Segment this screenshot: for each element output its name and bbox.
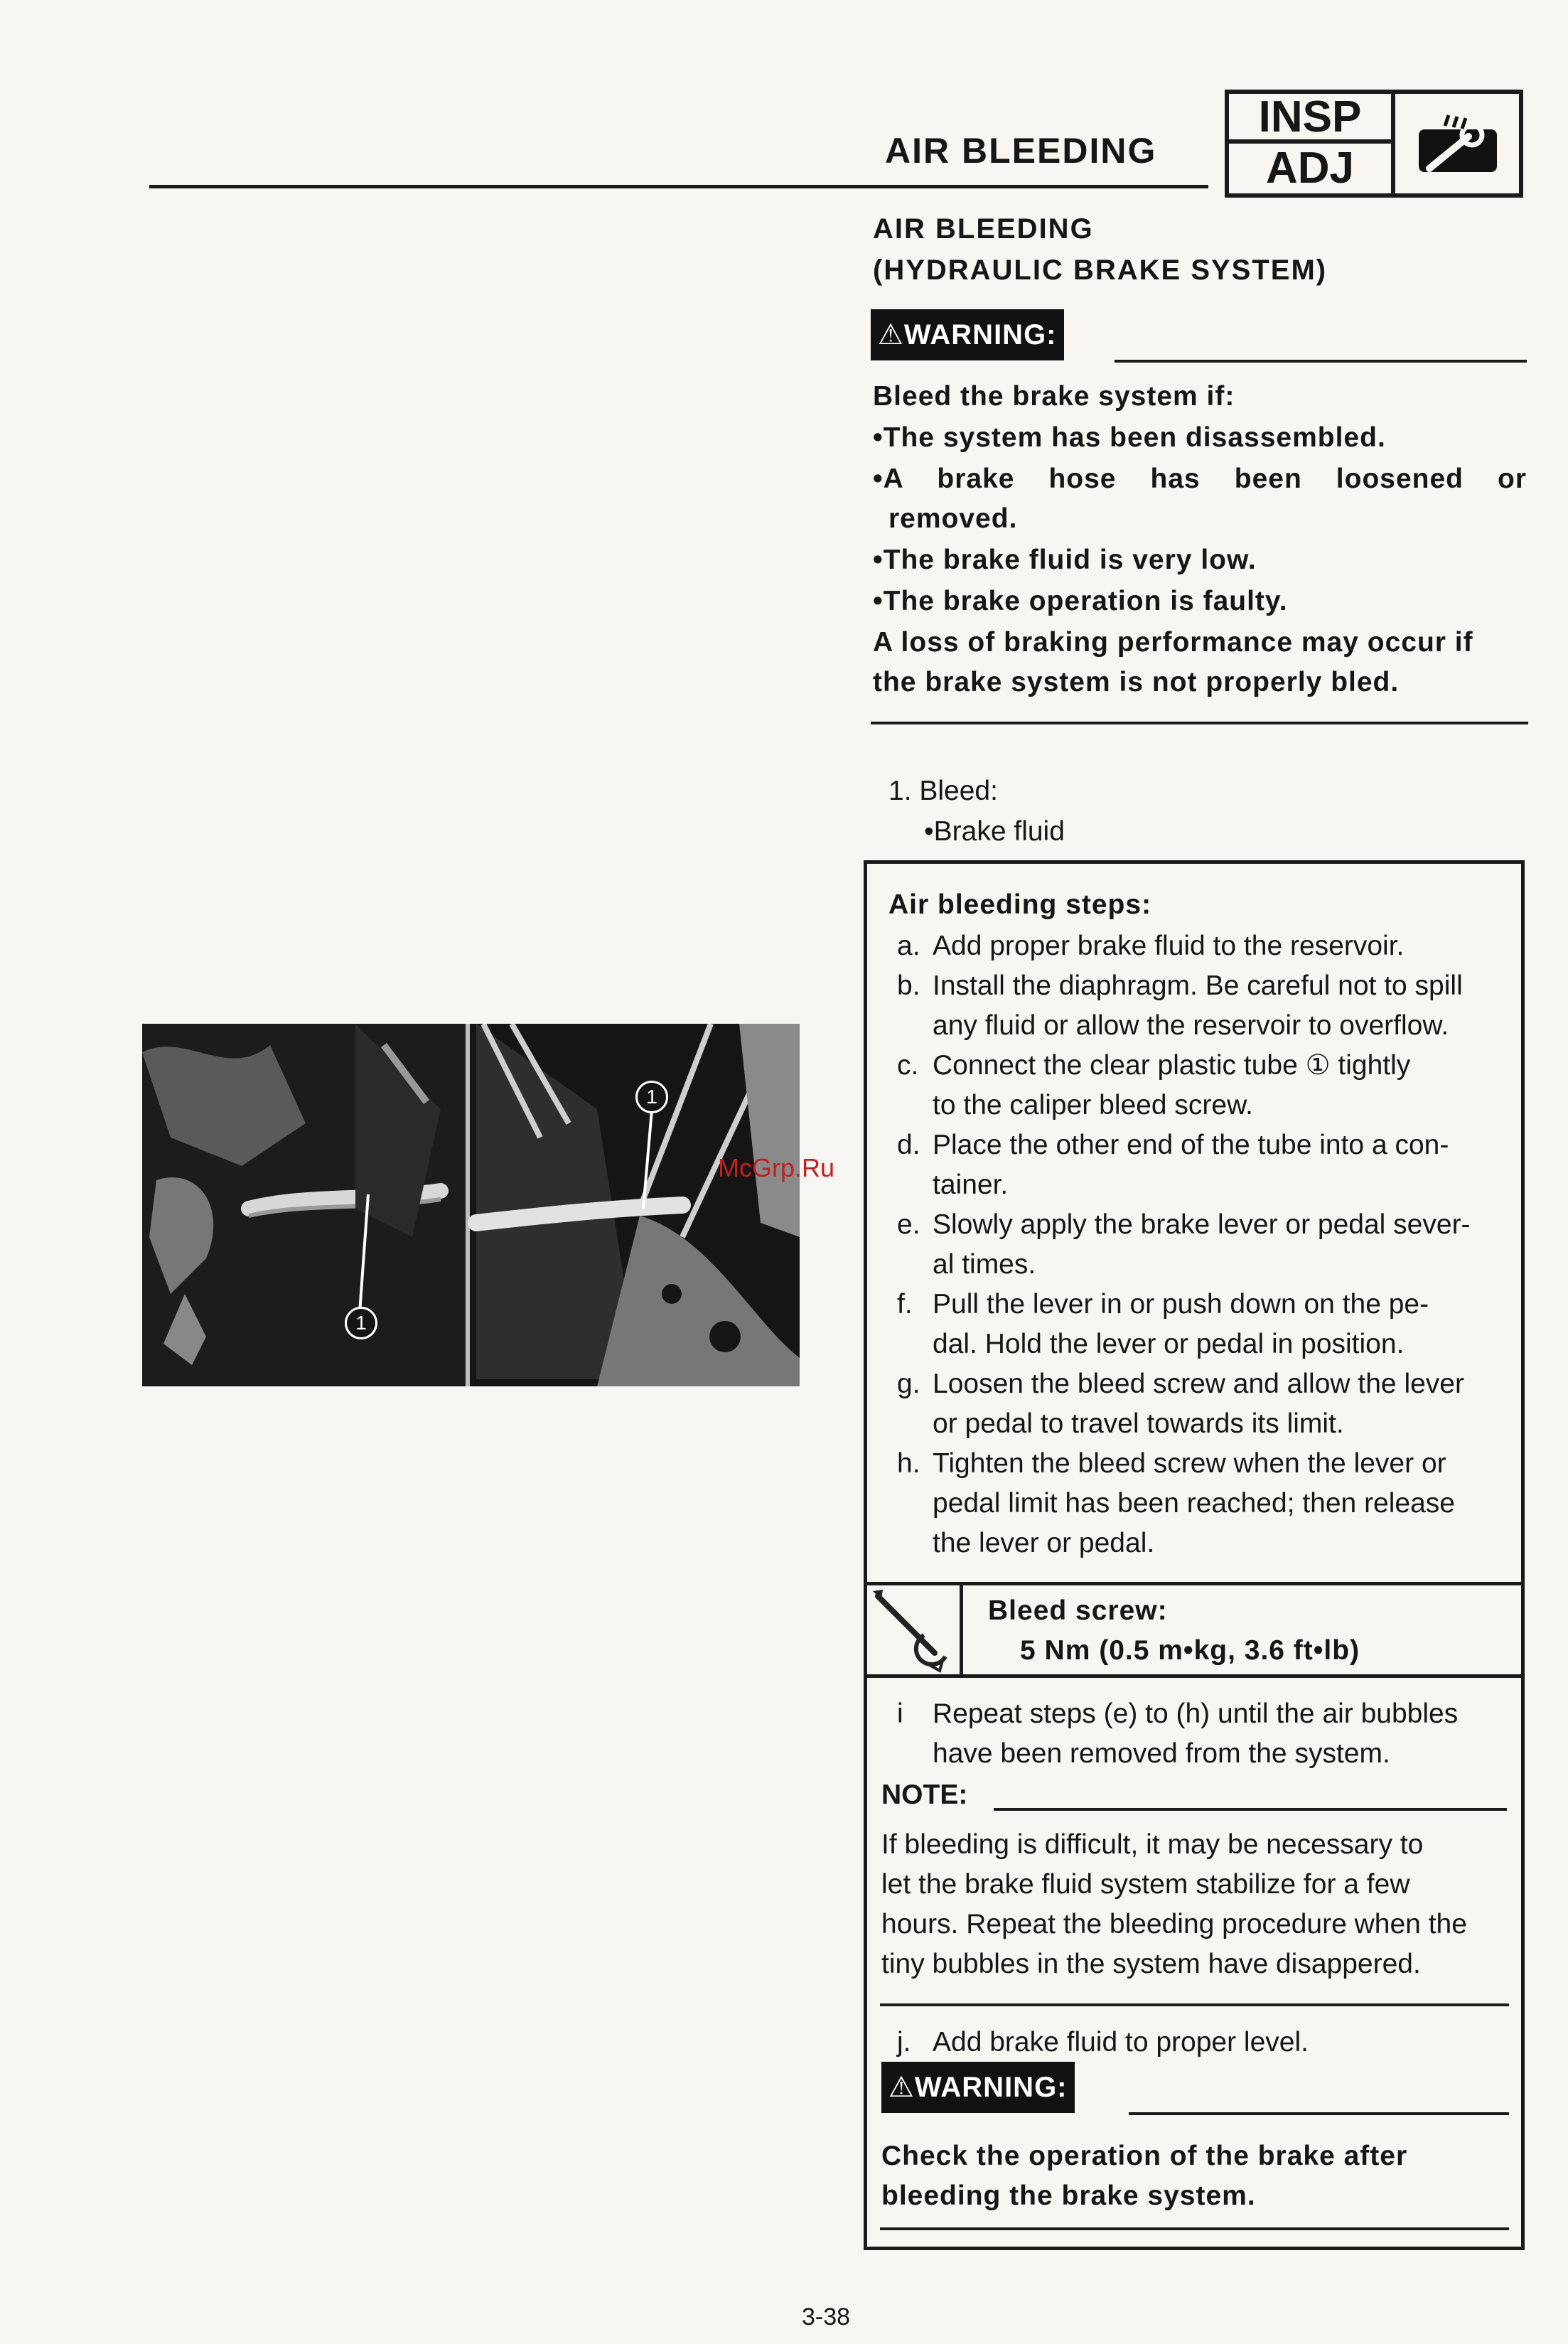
step-text: any fluid or allow the reservoir to overflow. xyxy=(933,1010,1449,1041)
callout-1-left: 1 xyxy=(345,1307,377,1339)
warning-bullet: •The brake operation is faulty. xyxy=(873,586,1288,616)
step-letter: e. xyxy=(897,1209,920,1240)
torque-label: Bleed screw: xyxy=(988,1595,1168,1626)
section-badge xyxy=(1225,90,1523,198)
step-letter: g. xyxy=(897,1369,920,1399)
step-text: or pedal to travel towards its limit. xyxy=(933,1408,1344,1439)
step-1-item: •Brake fluid xyxy=(924,816,1065,847)
step-text: Install the diaphragm. Be careful not to spill xyxy=(933,970,1463,1001)
warning-rule xyxy=(1115,360,1527,363)
step-1-label: 1. Bleed: xyxy=(888,776,998,806)
step-text: Place the other end of the tube into a con- xyxy=(933,1130,1449,1160)
warning-2-text: Check the operation of the brake after xyxy=(881,2141,1408,2171)
step-i-text: have been removed from the system. xyxy=(933,1738,1390,1769)
step-letter: b. xyxy=(897,970,920,1001)
step-text: al times. xyxy=(933,1249,1036,1280)
step-text: to the caliper bleed screw. xyxy=(933,1090,1253,1120)
note-label: NOTE: xyxy=(881,1780,968,1810)
warning-bullet: •A brake hose has been loosened or xyxy=(873,464,1527,494)
watermark-text: McGrp.Ru xyxy=(718,1153,835,1182)
note-rule xyxy=(994,1808,1507,1811)
warning-intro: Bleed the brake system if: xyxy=(873,381,1235,412)
caliper-photo-image xyxy=(142,1024,800,1386)
step-text: dal. Hold the lever or pedal in position. xyxy=(933,1329,1405,1359)
section-title-line2: (HYDRAULIC BRAKE SYSTEM) xyxy=(873,255,1328,286)
step-text: Loosen the bleed screw and allow the lever xyxy=(933,1369,1464,1399)
warning-bullet: •The brake fluid is very low. xyxy=(873,545,1257,575)
step-text: Slowly apply the brake lever or pedal sever- xyxy=(933,1209,1471,1240)
note-line: tiny bubbles in the system have disappered. xyxy=(881,1949,1421,1979)
warning-2-text: bleeding the brake system. xyxy=(881,2180,1256,2211)
steps-heading: Air bleeding steps: xyxy=(888,889,1152,920)
torque-spec xyxy=(867,1585,1521,1674)
warning-conclusion: the brake system is not properly bled. xyxy=(873,667,1400,697)
torque-wrench-icon xyxy=(867,1585,960,1674)
wrench-gauge-icon xyxy=(1401,108,1508,179)
section-title-line1: AIR BLEEDING xyxy=(873,213,1094,245)
warning-end-rule xyxy=(871,722,1528,724)
caliper-photo xyxy=(142,1024,800,1386)
page-header-title: AIR BLEEDING xyxy=(885,131,1157,171)
badge-adj: ADJ xyxy=(1265,144,1355,193)
step-letter: h. xyxy=(897,1448,920,1479)
air-bleeding-steps-box xyxy=(864,860,1525,2250)
callout-1-right: 1 xyxy=(635,1081,668,1113)
note-line: hours. Repeat the bleeding procedure when the xyxy=(881,1909,1467,1939)
badge-insp: INSP xyxy=(1229,94,1391,144)
badge-text-cell xyxy=(1229,94,1395,193)
warning-label: ⚠WARNING: xyxy=(881,2062,1075,2113)
step-letter: f. xyxy=(897,1289,913,1320)
step-text: Add proper brake fluid to the reservoir. xyxy=(933,931,1405,961)
step-letter: c. xyxy=(897,1050,919,1081)
step-i-text: Repeat steps (e) to (h) until the air bubbles xyxy=(933,1698,1459,1729)
step-letter: d. xyxy=(897,1130,920,1160)
warning-bullet-cont: removed. xyxy=(888,503,1018,534)
note-line: let the brake fluid system stabilize for a few xyxy=(881,1869,1410,1900)
step-text: the lever or pedal. xyxy=(933,1528,1155,1558)
step-text: tainer. xyxy=(933,1170,1009,1200)
warning-2-end-rule xyxy=(880,2227,1509,2230)
step-text: pedal limit has been reached; then release xyxy=(933,1488,1455,1519)
note-line: If bleeding is difficult, it may be necessary to xyxy=(881,1829,1424,1860)
warning-label: ⚠WARNING: xyxy=(871,309,1064,360)
step-text: Tighten the bleed screw when the lever or xyxy=(933,1448,1446,1479)
step-i-letter: i xyxy=(897,1698,903,1729)
step-j-text: Add brake fluid to proper level. xyxy=(933,2027,1309,2057)
warning-rule xyxy=(1129,2112,1509,2115)
warning-bullet: •The system has been disassembled. xyxy=(873,422,1386,453)
note-end-rule xyxy=(880,2003,1509,2006)
torque-value: 5 Nm (0.5 m•kg, 3.6 ft•lb) xyxy=(1020,1635,1360,1666)
step-letter: a. xyxy=(897,931,920,961)
torque-bottom-rule xyxy=(867,1674,1521,1678)
torque-icon-cell xyxy=(867,1585,963,1674)
header-rule xyxy=(149,185,1208,188)
step-text: Pull the lever in or push down on the pe- xyxy=(933,1289,1429,1320)
page-number: 3-38 xyxy=(802,2303,851,2330)
warning-conclusion: A loss of braking performance may occur if xyxy=(873,627,1473,658)
step-j-letter: j. xyxy=(897,2027,911,2057)
step-text: Connect the clear plastic tube ① tightly xyxy=(933,1050,1411,1081)
